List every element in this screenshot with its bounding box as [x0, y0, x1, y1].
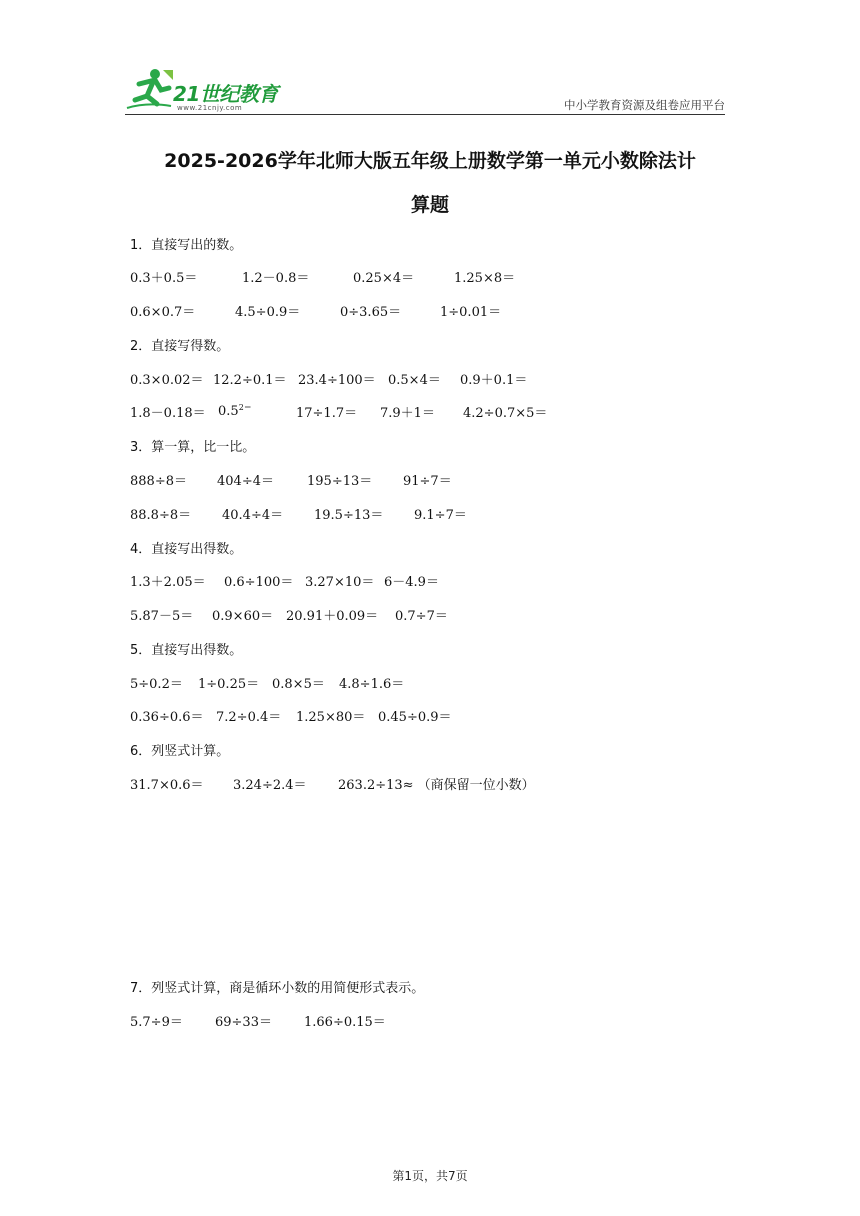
problem: 1.25×8＝	[454, 271, 516, 286]
page-header	[125, 66, 725, 114]
problem: 0.36÷0.6＝	[130, 710, 204, 725]
problem: 3.27×10＝	[305, 575, 375, 590]
section-5-heading: 5．直接写出得数。	[130, 643, 243, 658]
section-6-heading: 6．列竖式计算。	[130, 744, 230, 759]
logo-text: 21世纪教育	[173, 82, 278, 106]
problem: 4.2÷0.7×5＝	[463, 406, 548, 421]
problem: 7.9＋1＝	[380, 406, 435, 421]
problem: 1÷0.25＝	[198, 677, 260, 692]
problem: 5÷0.2＝	[130, 677, 183, 692]
problem: 19.5÷13＝	[314, 508, 384, 523]
problem: 1.66÷0.15＝	[304, 1015, 386, 1030]
problem: 0.6×0.7＝	[130, 305, 196, 320]
problem: 40.4÷4＝	[222, 508, 284, 523]
problem: 263.2÷13≈ （商保留一位小数）	[338, 778, 535, 793]
problem: 1.3＋2.05＝	[130, 575, 206, 590]
problem: 17÷1.7＝	[296, 406, 358, 421]
problem: 0.9＋0.1＝	[460, 373, 528, 388]
problem: 6－4.9＝	[384, 575, 439, 590]
page-title-line-2: 算题	[410, 194, 449, 216]
problem: 31.7×0.6＝	[130, 778, 204, 793]
header-tagline: 中小学教育资源及组卷应用平台	[564, 98, 725, 112]
problem: 0.8×5＝	[272, 677, 325, 692]
problem: 0.45÷0.9＝	[378, 710, 452, 725]
problem: 69÷33＝	[215, 1015, 272, 1030]
problem: 0.9×60＝	[212, 609, 274, 624]
problem: 0.6÷100＝	[224, 575, 294, 590]
page-footer: 第1页，共7页	[392, 1169, 468, 1183]
runner-logo-icon	[125, 66, 175, 112]
section-1-heading: 1．直接写出的数。	[130, 238, 243, 253]
problem: 0.3＋0.5＝	[130, 271, 198, 286]
square-base: 0.5	[218, 404, 239, 419]
problem: 1.2－0.8＝	[242, 271, 310, 286]
logo	[125, 66, 300, 114]
header-divider	[125, 114, 725, 115]
section-7-heading: 7．列竖式计算，商是循环小数的用简便形式表示。	[130, 981, 425, 996]
square-exponent: 2＝	[238, 403, 252, 412]
problem: 12.2÷0.1＝	[213, 373, 287, 388]
problem: 23.4÷100＝	[298, 373, 376, 388]
problem: 404÷4＝	[217, 474, 274, 489]
problem: 1.8－0.18＝	[130, 406, 206, 421]
problem: 5.87－5＝	[130, 609, 194, 624]
problem: 7.2÷0.4＝	[216, 710, 282, 725]
problem: 0.5×4＝	[388, 373, 441, 388]
problem: 0÷3.65＝	[340, 305, 402, 320]
problem: 0.3×0.02＝	[130, 373, 204, 388]
section-3-heading: 3．算一算，比一比。	[130, 440, 256, 455]
problem: 0.25×4＝	[353, 271, 415, 286]
problem: 0.7÷7＝	[395, 609, 448, 624]
section-2-heading: 2．直接写得数。	[130, 339, 230, 354]
problem: 3.24÷2.4＝	[233, 778, 307, 793]
problem: 4.8÷1.6＝	[339, 677, 405, 692]
problem: 88.8÷8＝	[130, 508, 192, 523]
problem: 4.5÷0.9＝	[235, 305, 301, 320]
problem: 91÷7＝	[403, 474, 452, 489]
problem: 9.1÷7＝	[414, 508, 467, 523]
logo-url: www.21cnjy.com	[177, 104, 243, 112]
problem: 888÷8＝	[130, 474, 187, 489]
problem: 1÷0.01＝	[440, 305, 502, 320]
problem: 195÷13＝	[307, 474, 373, 489]
problem: 1.25×80＝	[296, 710, 366, 725]
problem: 20.91＋0.09＝	[286, 609, 379, 624]
problem: 5.7÷9＝	[130, 1015, 183, 1030]
page-title-line-1: 2025-2026学年北师大版五年级上册数学第一单元小数除法计	[164, 150, 696, 172]
problem-square	[218, 402, 252, 419]
section-4-heading: 4．直接写出得数。	[130, 542, 243, 557]
